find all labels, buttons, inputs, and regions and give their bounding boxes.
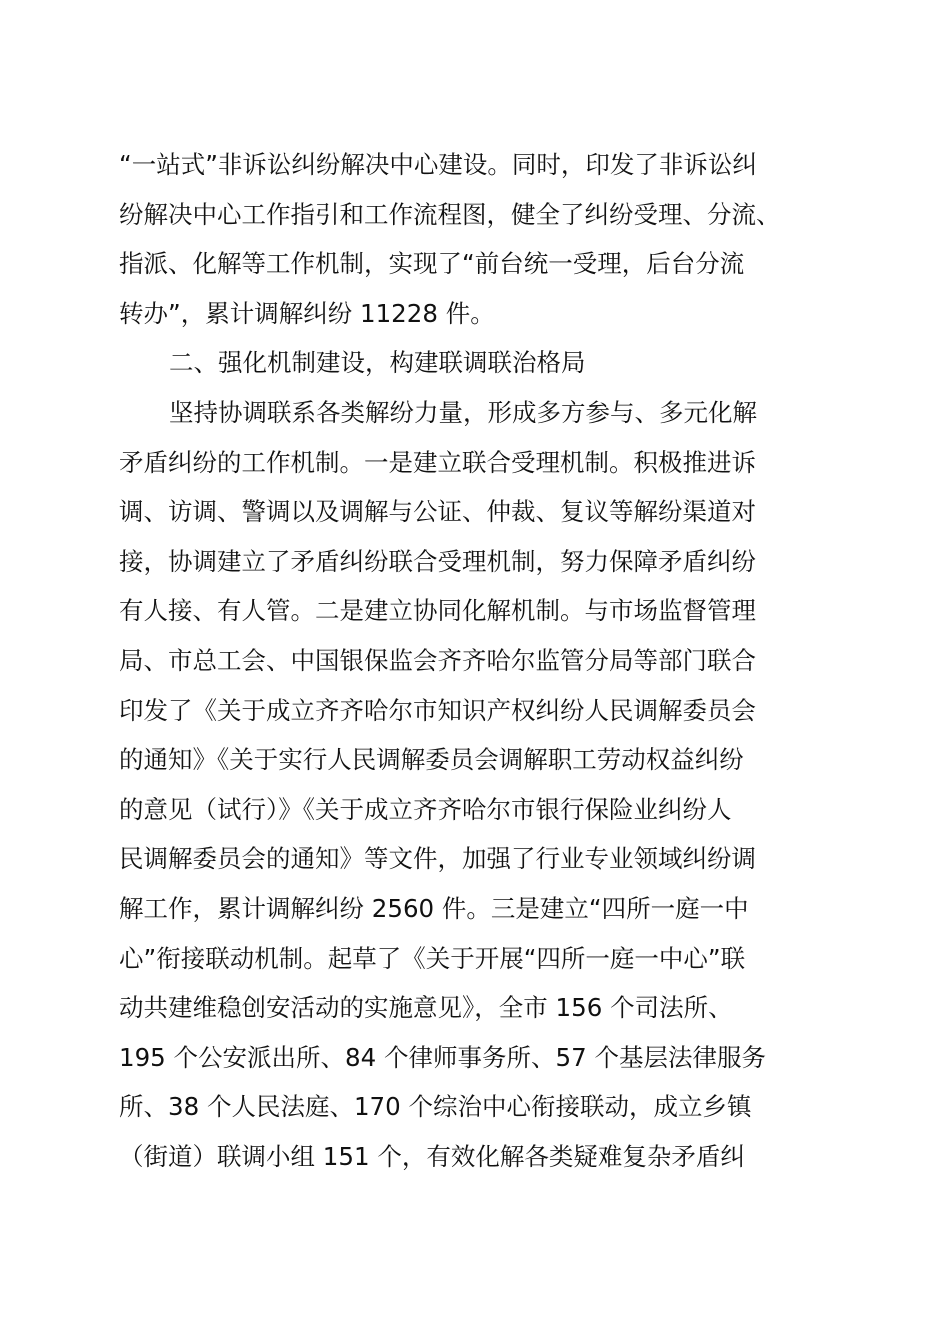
text-line: 的通知》《关于实行人民调解委员会调解职工劳动权益纠纷 — [119, 745, 744, 775]
text-line: 民调解委员会的通知》等文件，加强了行业专业领域纠纷调 — [119, 844, 756, 874]
document-body — [119, 140, 839, 1181]
text-line: 动共建维稳创安活动的实施意见》，全市 156 个司法所、 — [119, 993, 733, 1023]
text-line: 有人接、有人管。二是建立协同化解机制。与市场监督管理 — [119, 596, 756, 626]
text-line: 纷解决中心工作指引和工作流程图，健全了纠纷受理、分流、 — [119, 199, 781, 229]
text-line: 心”衔接联动机制。起草了《关于开展“四所一庭一中心”联 — [119, 943, 746, 973]
text-line: 印发了《关于成立齐齐哈尔市知识产权纠纷人民调解委员会 — [119, 695, 756, 725]
text-line: 转办”，累计调解纠纷 11228 件。 — [119, 298, 495, 328]
text-line: 调、访调、警调以及调解与公证、仲裁、复议等解纷渠道对 — [119, 497, 756, 527]
text-line: 所、38 个人民法庭、170 个综治中心衔接联动，成立乡镇 — [119, 1092, 752, 1122]
text-line: “一站式”非诉讼纠纷解决中心建设。同时，印发了非诉讼纠 — [119, 150, 757, 179]
text-line: 指派、化解等工作机制，实现了“前台统一受理，后台分流 — [119, 249, 745, 279]
text-line: 195 个公安派出所、84 个律师事务所、57 个基层法律服务 — [119, 1042, 766, 1072]
text-line: 局、市总工会、中国银保监会齐齐哈尔监管分局等部门联合 — [119, 645, 756, 675]
section-heading: 二、强化机制建设，构建联调联治格局 — [169, 348, 586, 378]
text-line: （街道）联调小组 151 个，有效化解各类疑难复杂矛盾纠 — [119, 1141, 745, 1171]
text-line: 坚持协调联系各类解纷力量，形成多方参与、多元化解 — [169, 397, 757, 427]
text-line: 接，协调建立了矛盾纠纷联合受理机制，努力保障矛盾纠纷 — [119, 546, 756, 576]
text-line: 解工作，累计调解纠纷 2560 件。三是建立“四所一庭一中 — [119, 893, 749, 923]
text-line: 的意见（试行）》《关于成立齐齐哈尔市银行保险业纠纷人 — [119, 794, 732, 824]
text-line: 矛盾纠纷的工作机制。一是建立联合受理机制。积极推进诉 — [119, 447, 756, 477]
